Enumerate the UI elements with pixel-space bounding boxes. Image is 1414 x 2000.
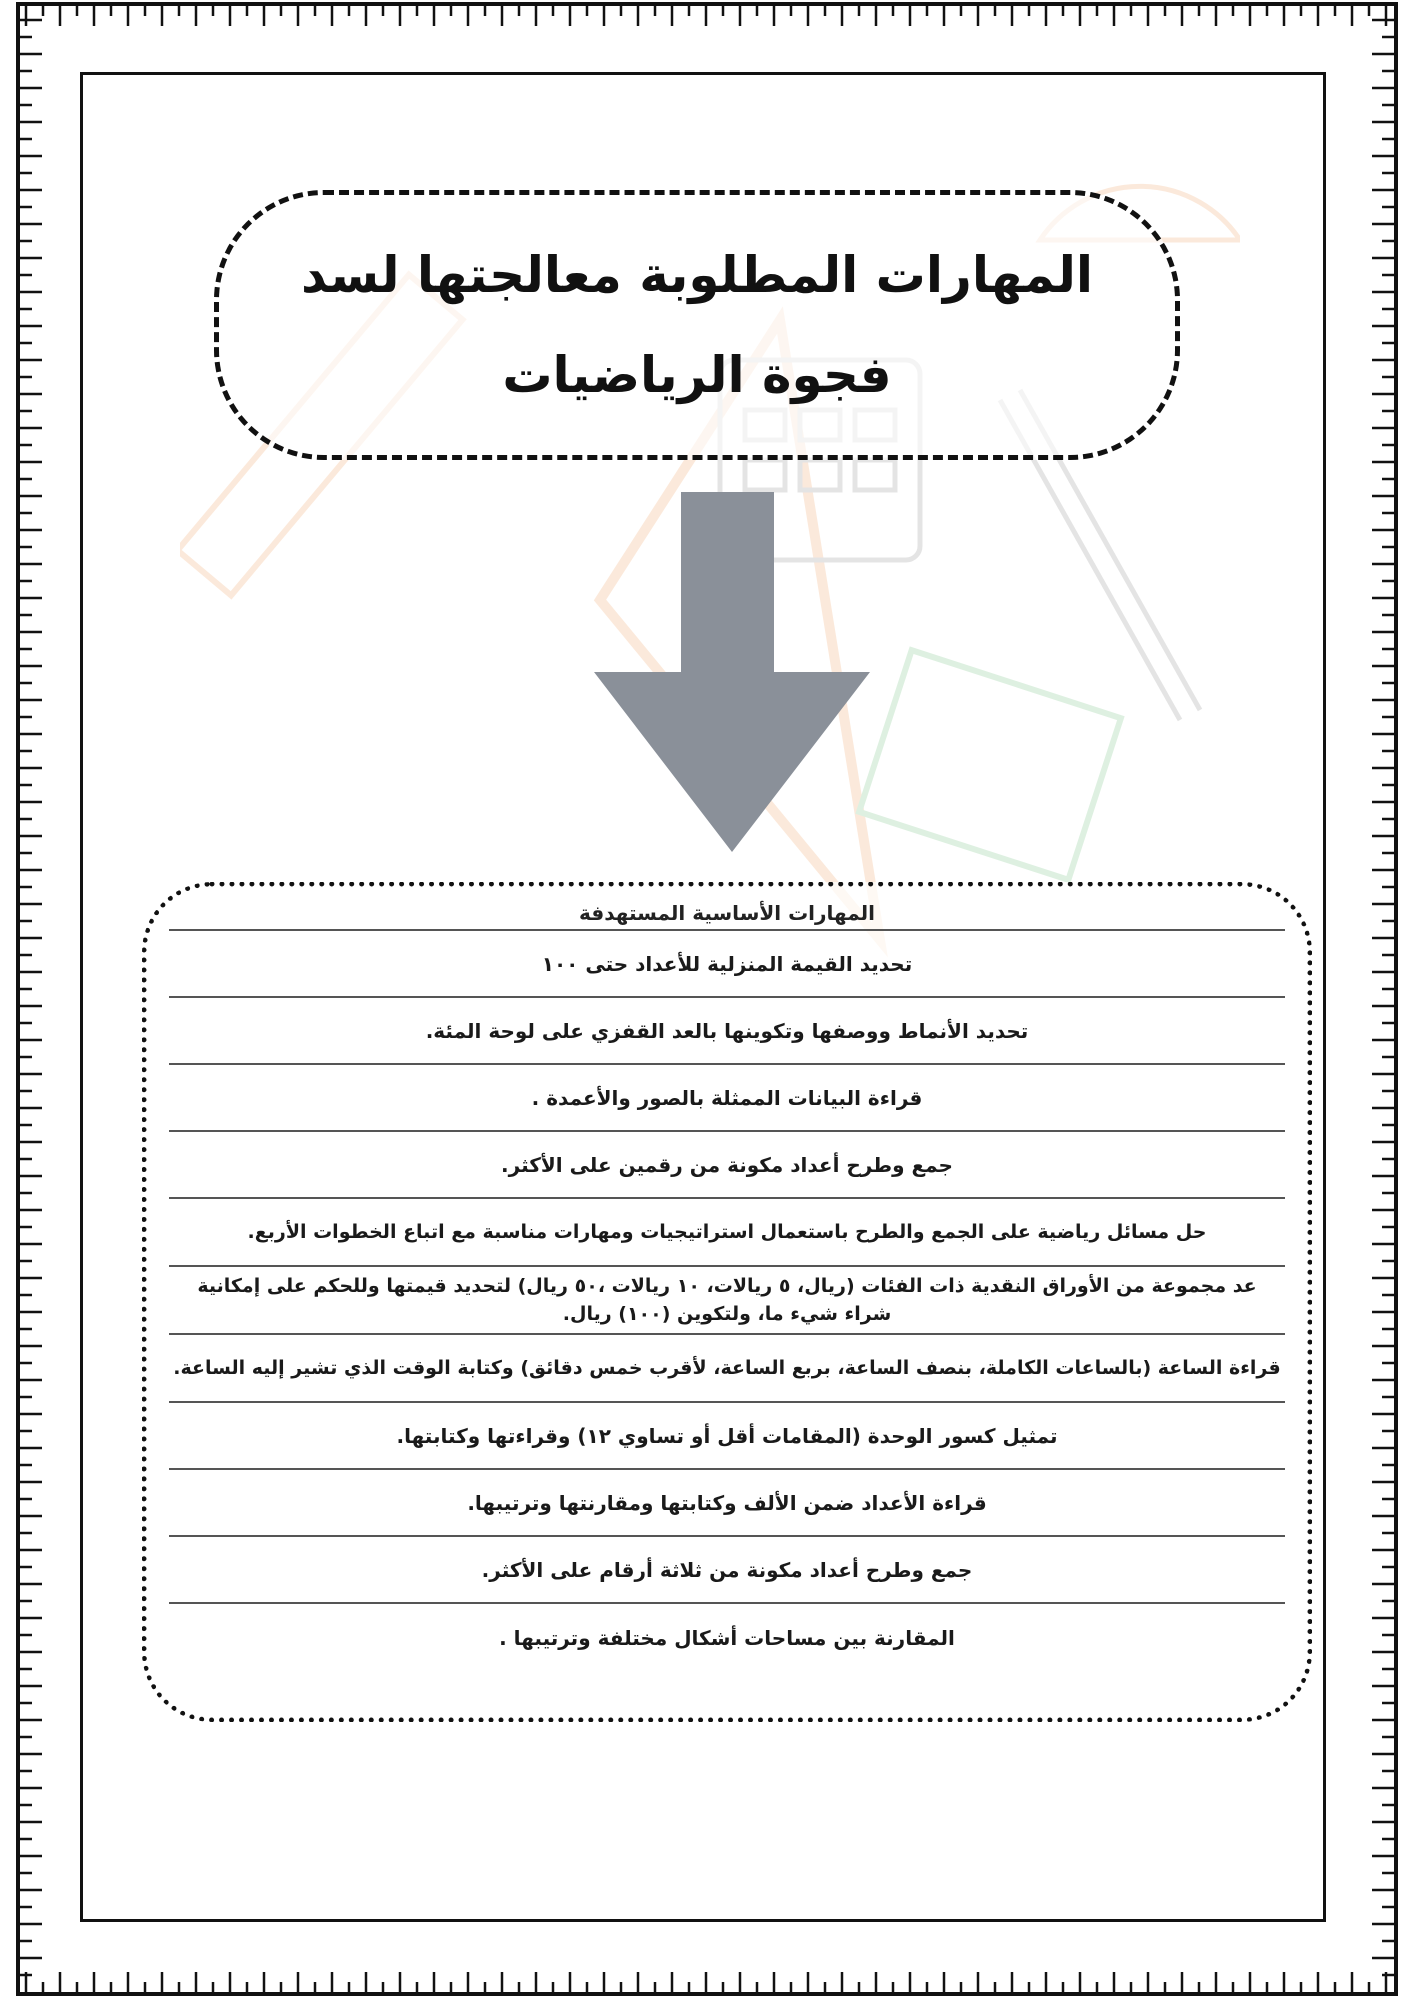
skill-row: عد مجموعة من الأوراق النقدية ذات الفئات (ريال، ٥ ريالات، ١٠ ريالات ،٥٠ ريال) لتحديد قيمتها وللحكم على إمكانية شراء شيء ما، ولتكوين (١٠٠) ريال.	[169, 1267, 1285, 1335]
title-box	[214, 190, 1180, 460]
skill-row: تحديد القيمة المنزلية للأعداد حتى ١٠٠	[169, 931, 1285, 998]
skill-row: المقارنة بين مساحات أشكال مختلفة وترتيبها .	[499, 1625, 955, 1650]
page-title: المهارات المطلوبة معالجتها لسد فجوة الرياضيات	[300, 246, 1094, 404]
skill-row: جمع وطرح أعداد مكونة من رقمين على الأكثر.	[169, 1132, 1285, 1199]
arrow-shape	[594, 492, 870, 852]
skills-table	[169, 897, 1285, 1671]
skill-row: حل مسائل رياضية على الجمع والطرح باستعمال استراتيجيات ومهارات مناسبة مع اتباع الخطوات الأربع.	[169, 1199, 1285, 1267]
skills-header: المهارات الأساسية المستهدفة	[169, 897, 1285, 931]
skill-row: قراءة الأعداد ضمن الألف وكتابتها ومقارنتها وترتيبها.	[169, 1470, 1285, 1537]
skill-row: تحديد الأنماط ووصفها وتكوينها بالعد القفزي على لوحة المئة.	[169, 998, 1285, 1065]
skill-row: قراءة البيانات الممثلة بالصور والأعمدة .	[169, 1065, 1285, 1132]
skill-row: قراءة الساعة (بالساعات الكاملة، بنصف الساعة، بربع الساعة، لأقرب خمس دقائق) وكتابة الوقت الذي تشير إليه الساعة.	[169, 1335, 1285, 1403]
skill-row: تمثيل كسور الوحدة (المقامات أقل أو تساوي ١٢) وقراءتها وكتابتها.	[169, 1403, 1285, 1470]
skill-row: جمع وطرح أعداد مكونة من ثلاثة أرقام على الأكثر.	[169, 1537, 1285, 1604]
skills-box	[142, 882, 1312, 1722]
down-arrow-icon	[594, 492, 870, 852]
